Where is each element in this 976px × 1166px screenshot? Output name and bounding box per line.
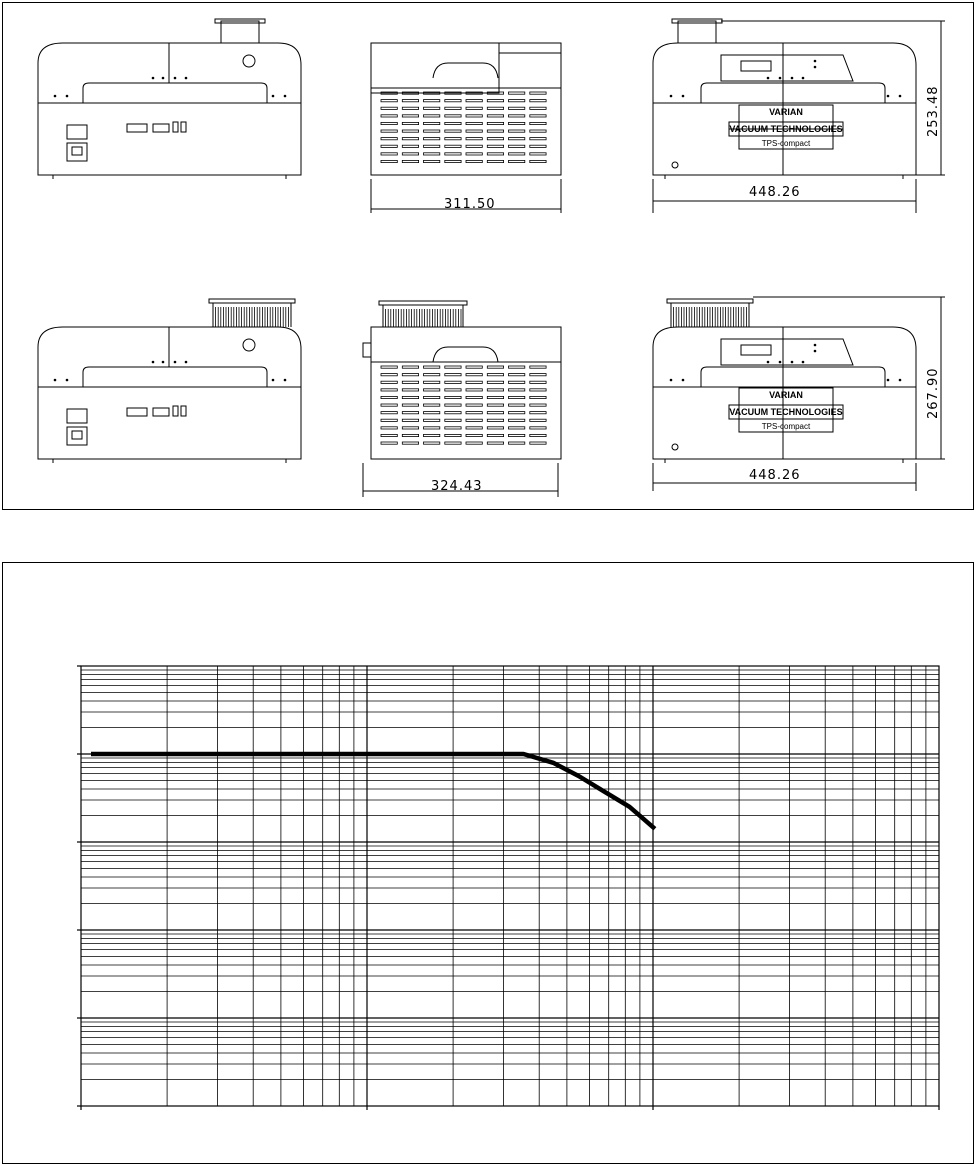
- technical-drawing: [3, 3, 975, 511]
- model-label-2: TPS-compact: [761, 422, 811, 431]
- grill-slot: [445, 396, 461, 398]
- grill-slot: [381, 138, 397, 140]
- grill-slot: [445, 160, 461, 162]
- grill-slot: [466, 130, 482, 132]
- grill-slot: [424, 138, 440, 140]
- grill-slot: [424, 404, 440, 406]
- grill-slot: [381, 130, 397, 132]
- grill-slot: [445, 145, 461, 147]
- grill-slot: [466, 427, 482, 429]
- grill-slot: [402, 107, 418, 109]
- grill-slot: [487, 115, 503, 117]
- grill-slot: [487, 160, 503, 162]
- grill-slot: [424, 366, 440, 368]
- grill-slot: [530, 107, 546, 109]
- grill-slot: [402, 442, 418, 444]
- grill-slot: [402, 434, 418, 436]
- grill-slot: [381, 396, 397, 398]
- grill-slot: [445, 153, 461, 155]
- grill-slot: [445, 366, 461, 368]
- grill-slot: [381, 374, 397, 376]
- grill-slot: [509, 427, 525, 429]
- grill-slot: [402, 374, 418, 376]
- grill-slot: [530, 160, 546, 162]
- grill-slot: [424, 442, 440, 444]
- height-dimension-2: 267.90: [926, 367, 941, 419]
- grill-slot: [445, 381, 461, 383]
- grill-slot: [509, 145, 525, 147]
- brand-label-1: VARIAN: [769, 107, 803, 117]
- grill-slot: [487, 381, 503, 383]
- grill-slot: [424, 412, 440, 414]
- grill-slot: [445, 442, 461, 444]
- grill-slot: [381, 107, 397, 109]
- grill-slot: [509, 115, 525, 117]
- grill-slot: [466, 412, 482, 414]
- grill-slot: [445, 374, 461, 376]
- grill-slot: [530, 366, 546, 368]
- grill-slot: [530, 442, 546, 444]
- grill-slot: [466, 138, 482, 140]
- plot-area-border: [81, 666, 939, 1106]
- side-width-dimension-2: 324.43: [431, 479, 483, 494]
- grill-slot: [424, 160, 440, 162]
- grill-slot: [424, 389, 440, 391]
- grill-slot: [466, 374, 482, 376]
- grill-slot: [509, 381, 525, 383]
- grill-slot: [509, 100, 525, 102]
- grill-slot: [381, 100, 397, 102]
- grill-slot: [424, 374, 440, 376]
- grill-slot: [466, 115, 482, 117]
- grill-slot: [445, 427, 461, 429]
- grill-slot: [402, 396, 418, 398]
- grill-slot: [466, 153, 482, 155]
- grill-slot: [445, 122, 461, 124]
- grill-slot: [487, 145, 503, 147]
- grill-slot: [402, 427, 418, 429]
- grill-slot: [509, 419, 525, 421]
- grill-slot: [381, 389, 397, 391]
- series-line: [91, 754, 655, 829]
- grill-slot: [466, 396, 482, 398]
- grill-slot: [487, 419, 503, 421]
- grill-slot: [402, 138, 418, 140]
- grill-slot: [509, 160, 525, 162]
- grill-slot: [445, 434, 461, 436]
- grill-slot: [402, 381, 418, 383]
- grill-slot: [445, 100, 461, 102]
- grill-slot: [466, 389, 482, 391]
- grill-slot: [381, 381, 397, 383]
- grill-slot: [487, 138, 503, 140]
- grill-slot: [509, 138, 525, 140]
- grill-slot: [445, 138, 461, 140]
- grill-slot: [445, 404, 461, 406]
- grill-slot: [466, 419, 482, 421]
- side-width-dimension-1: 311.50: [444, 197, 496, 212]
- grill-slot: [530, 374, 546, 376]
- grill-slot: [509, 366, 525, 368]
- grill-slot: [424, 100, 440, 102]
- grill-slot: [487, 389, 503, 391]
- grill-slot: [466, 442, 482, 444]
- grill-slot: [487, 107, 503, 109]
- grill-slot: [466, 366, 482, 368]
- grill-slot: [466, 100, 482, 102]
- grill-slot: [466, 107, 482, 109]
- grill-slot: [487, 396, 503, 398]
- model-label-1: TPS-compact: [761, 139, 811, 148]
- grill-slot: [509, 442, 525, 444]
- grill-slot: [445, 412, 461, 414]
- grill-slot: [509, 130, 525, 132]
- grill-slot: [487, 122, 503, 124]
- grill-slot: [381, 115, 397, 117]
- grill-slot: [530, 92, 546, 94]
- grill-slot: [487, 434, 503, 436]
- grill-slot: [445, 419, 461, 421]
- grill-slot: [487, 374, 503, 376]
- grill-slot: [424, 153, 440, 155]
- chart-series: [91, 754, 655, 829]
- grill-slot: [530, 130, 546, 132]
- grill-slot: [381, 404, 397, 406]
- side-view-2: [363, 301, 561, 497]
- company-label-1: VACUUM TECHNOLOGIES: [729, 124, 843, 134]
- grill-slot: [402, 100, 418, 102]
- grill-slot: [487, 130, 503, 132]
- grill-slot: [530, 389, 546, 391]
- grill-slot: [466, 160, 482, 162]
- grill-slot: [509, 434, 525, 436]
- technical-drawing-panel: [2, 2, 974, 510]
- grill-slot: [530, 419, 546, 421]
- grill-slot: [424, 434, 440, 436]
- company-label-2: VACUUM TECHNOLOGIES: [729, 407, 843, 417]
- grill-slot: [424, 381, 440, 383]
- grill-slot: [509, 389, 525, 391]
- grill-slot: [381, 145, 397, 147]
- grill-slot: [424, 419, 440, 421]
- grill-slot: [445, 389, 461, 391]
- grill-slot: [487, 412, 503, 414]
- grill-slot: [530, 396, 546, 398]
- grill-slot: [509, 92, 525, 94]
- grill-slot: [466, 404, 482, 406]
- grill-slot: [402, 160, 418, 162]
- grill-slot: [402, 115, 418, 117]
- grill-slot: [466, 122, 482, 124]
- grill-slot: [466, 434, 482, 436]
- grill-slot: [530, 381, 546, 383]
- grill-slot: [487, 153, 503, 155]
- grill-slot: [466, 381, 482, 383]
- grill-slot: [381, 366, 397, 368]
- grill-slot: [402, 366, 418, 368]
- grill-slot: [530, 427, 546, 429]
- grill-slot: [530, 434, 546, 436]
- grill-slot: [487, 404, 503, 406]
- grill-slot: [424, 115, 440, 117]
- grill-slot: [381, 442, 397, 444]
- height-dimension-1: 253.48: [926, 85, 941, 137]
- grill-slot: [530, 138, 546, 140]
- grill-slot: [381, 122, 397, 124]
- chart-grid: [77, 666, 939, 1110]
- grill-slot: [402, 153, 418, 155]
- grill-slot: [487, 442, 503, 444]
- rear-view-2: [38, 299, 301, 463]
- grill-slot: [530, 404, 546, 406]
- grill-slot: [509, 396, 525, 398]
- grill-slot: [381, 160, 397, 162]
- side-view-1: [371, 43, 561, 213]
- grill-slot: [402, 412, 418, 414]
- grill-slot: [381, 434, 397, 436]
- grill-slot: [509, 374, 525, 376]
- grill-slot: [445, 107, 461, 109]
- performance-chart: [3, 563, 975, 1165]
- grill-slot: [509, 412, 525, 414]
- rear-view-1: [38, 19, 301, 179]
- brand-label-2: VARIAN: [769, 390, 803, 400]
- grill-slot: [530, 100, 546, 102]
- grill-slot: [402, 419, 418, 421]
- grill-slot: [466, 145, 482, 147]
- front-width-dimension-2: 448.26: [749, 468, 801, 483]
- grill-slot: [487, 366, 503, 368]
- grill-slot: [509, 404, 525, 406]
- grill-slot: [402, 122, 418, 124]
- grill-slot: [445, 130, 461, 132]
- grill-slot: [530, 115, 546, 117]
- grill-slot: [509, 122, 525, 124]
- grill-slot: [424, 427, 440, 429]
- grill-slot: [424, 122, 440, 124]
- grill-slot: [509, 107, 525, 109]
- grill-slot: [530, 122, 546, 124]
- grill-slot: [487, 100, 503, 102]
- grill-slot: [402, 130, 418, 132]
- grill-slot: [381, 412, 397, 414]
- grill-slot: [402, 389, 418, 391]
- grill-slot: [530, 412, 546, 414]
- grill-slot: [530, 153, 546, 155]
- grill-slot: [402, 145, 418, 147]
- front-width-dimension-1: 448.26: [749, 185, 801, 200]
- grill-slot: [424, 107, 440, 109]
- grill-slot: [530, 145, 546, 147]
- performance-chart-panel: [2, 562, 974, 1164]
- grill-slot: [487, 427, 503, 429]
- grill-slot: [445, 115, 461, 117]
- grill-slot: [381, 419, 397, 421]
- grill-slot: [381, 427, 397, 429]
- grill-slot: [424, 396, 440, 398]
- grill-slot: [381, 153, 397, 155]
- grill-slot: [424, 145, 440, 147]
- grill-slot: [509, 153, 525, 155]
- grill-slot: [402, 404, 418, 406]
- grill-slot: [424, 130, 440, 132]
